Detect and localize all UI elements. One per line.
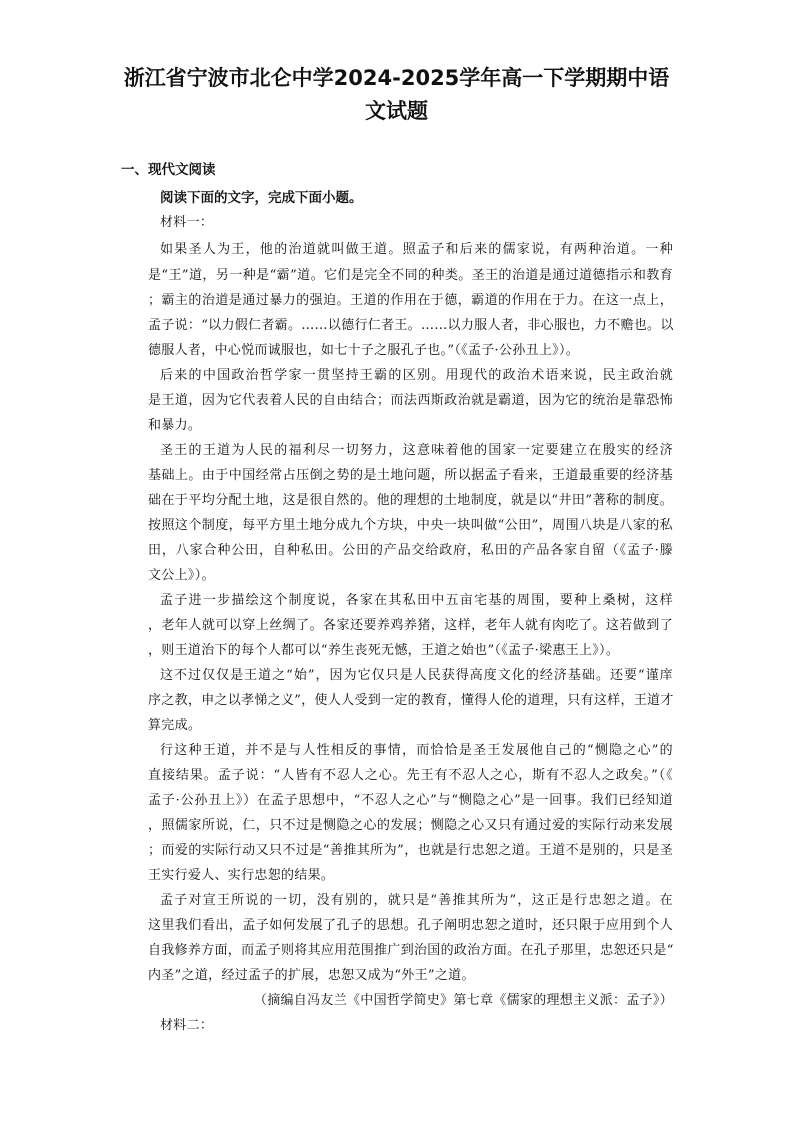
body-line: ，则王道治下的每个人都可以“养生丧死无憾，王道之始也”（《孟子·梁惠王上》）。 bbox=[148, 643, 620, 658]
section-heading: 一、现代文阅读 bbox=[121, 162, 216, 178]
document-title bbox=[110, 62, 683, 128]
material-1-label: 材料一： bbox=[160, 215, 214, 230]
body-line: 按照这个制度，每平方里土地分成九个方块，中央一块叫做“公田”，周围八块是八家的私 bbox=[148, 518, 673, 533]
body-line: 内圣”之道，经过孟子的扩展，忠恕又成为“外王”之道。 bbox=[148, 968, 475, 983]
body-line: 孟子说：“以力假仁者霸。……以德行仁者王。……以力服人者，非心服也，力不赡也。以 bbox=[148, 318, 674, 333]
body-line: 序之教，申之以孝悌之义”，使人人受到一定的教育，懂得人伦的道理，只有这样，王道才 bbox=[148, 693, 674, 708]
body-line: 是“王”道，另一种是“霸”道。它们是完全不同的种类。圣王的治道是通过道德指示和教育 bbox=[148, 268, 673, 283]
title-line-1: 浙江省宁波市北仑中学2024-2025学年高一下学期期中语 bbox=[123, 66, 670, 90]
body-line: 是王道，因为它代表着人民的自由结合；而法西斯政治就是霸道，因为它的统治是靠恐怖 bbox=[148, 393, 673, 408]
body-line: 文公上》）。 bbox=[148, 568, 215, 583]
body-line: 算完成。 bbox=[148, 718, 202, 733]
body-line: 这里我们看出，孟子如何发展了孔子的思想。孔子阐明忠恕之道时，还只限于应用到个人 bbox=[148, 918, 673, 933]
body-line: 王实行爱人、实行忠恕的结果。 bbox=[148, 868, 335, 883]
body-line: 行这种王道，并不是与人性相反的事情，而恰恰是圣王发展他自己的“恻隐之心”的 bbox=[160, 743, 673, 758]
body-line: 圣王的王道为人民的福利尽一切努力，这意味着他的国家一定要建立在殷实的经济 bbox=[160, 443, 673, 458]
body-line: 直接结果。孟子说：“人皆有不忍人之心。先王有不忍人之心，斯有不忍人之政矣。”（《 bbox=[148, 768, 673, 783]
body-line: 如果圣人为王，他的治道就叫做王道。照孟子和后来的儒家说，有两种治道。一种 bbox=[160, 242, 673, 257]
reading-instruction: 阅读下面的文字，完成下面小题。 bbox=[160, 190, 363, 206]
body-line: ；而爱的实际行动又只不过是“善推其所为”，也就是行忠恕之道。王道不是别的，只是圣 bbox=[148, 843, 673, 858]
body-line: 础在于平均分配土地，这是很自然的。他的理想的土地制度，就是以“井田”著称的制度。 bbox=[148, 493, 673, 508]
body-line: 自我修养方面，而孟子则将其应用范围推广到治国的政治方面。在孔子那里，忠恕还只是“ bbox=[148, 943, 674, 958]
body-line: 基础上。由于中国经常占压倒之势的是土地问题，所以据孟子看来，王道最重要的经济基 bbox=[148, 468, 673, 483]
body-line: 田，八家合种公田，自种私田。公田的产品交给政府，私田的产品各家自留（《孟子·滕 bbox=[148, 543, 673, 558]
body-line: 和暴力。 bbox=[148, 418, 202, 433]
body-line: 后来的中国政治哲学家一贯坚持王霸的区别。用现代的政治术语来说，民主政治就 bbox=[160, 368, 673, 383]
body-line: ，照儒家所说，仁，只不过是恻隐之心的发展；恻隐之心又只有通过爱的实际行动来发展 bbox=[148, 818, 673, 833]
body-line: 德服人者，中心悦而诚服也，如七十子之服孔子也。”（《孟子·公孙丑上》）。 bbox=[148, 343, 580, 358]
body-line: 孟子对宣王所说的一切，没有别的，就只是“善推其所为”，这正是行忠恕之道。在 bbox=[160, 893, 673, 908]
body-line: ；霸主的治道是通过暴力的强迫。王道的作用在于德，霸道的作用在于力。在这一点上， bbox=[148, 293, 673, 308]
source-citation: （摘编自冯友兰《中国哲学简史》第七章《儒家的理想主义派：孟子》） bbox=[253, 993, 673, 1008]
material-2-label: 材料二： bbox=[160, 1018, 214, 1033]
body-line: 这不过仅仅是王道之“始”，因为它仅只是人民获得高度文化的经济基础。还要“谨庠 bbox=[160, 668, 673, 683]
body-line: 孟子·公孙丑上》）在孟子思想中，“不忍人之心”与“恻隐之心”是一回事。我们已经知道 bbox=[148, 793, 673, 808]
title-line-2: 文试题 bbox=[365, 99, 428, 123]
body-line: 孟子进一步描绘这个制度说，各家在其私田中五亩宅基的周围，要种上桑树，这样 bbox=[160, 593, 673, 608]
body-line: ，老年人就可以穿上丝绸了。各家还要养鸡养猪，这样，老年人就有肉吃了。这若做到了 bbox=[148, 618, 673, 633]
